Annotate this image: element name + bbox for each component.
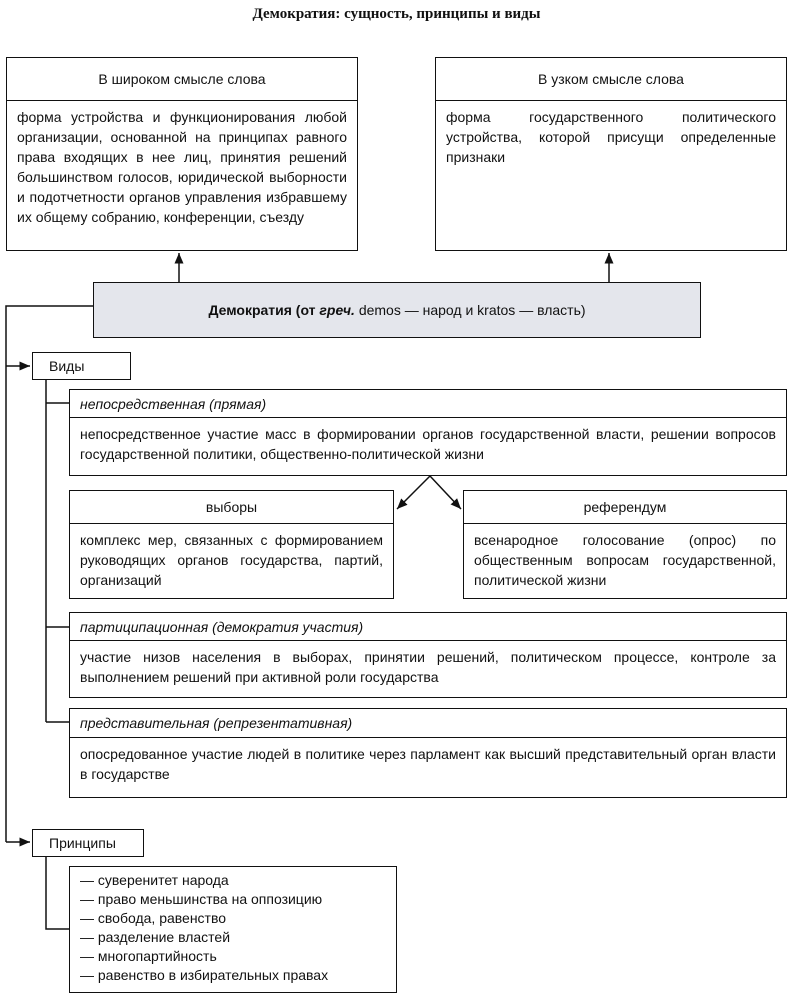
referendum-box [463, 490, 787, 599]
page-title: Демократия: сущность, принципы и виды [252, 6, 541, 22]
types-label: Виды [32, 352, 131, 380]
main-suffix: demos — народ и kratos — власть) [354, 302, 586, 318]
elections-box [69, 490, 394, 599]
representative-text: опосредованное участие людей в политике через парламент как высший представительный орган власти в государстве [80, 746, 776, 782]
narrow-text: форма государственного политического устройства, которой присущи определенные признаки [446, 109, 776, 165]
elections-text: комплекс мер, связанных с формированием руководящих органов государства, партий, организаций [80, 532, 383, 588]
participatory-box [69, 612, 787, 698]
elections-header: выборы [70, 491, 393, 524]
principle-item: — равенство в избирательных правах [80, 967, 329, 983]
main-greek: греч. [319, 302, 355, 318]
principle-item: — многопартийность [80, 948, 217, 964]
direct-header: непосредственная (прямая) [70, 390, 786, 418]
broad-text: форма устройства и функционирования любой организации, основанной на принципах равного права входящих в нее лиц, принятия решений большинством голосов, юридической выборности и подотчетности органов управления избравшему их общему собранию, конференции, съезду [17, 109, 347, 225]
referendum-header: референдум [464, 491, 786, 524]
broad-header: В широком смысле слова [7, 58, 357, 101]
participatory-text: участие низов населения в выборах, принятии решений, политическом процессе, контроле за выполнением решений при активной роли государства [80, 649, 776, 685]
principle-item: — право меньшинства на оппозицию [80, 891, 323, 907]
broad-meaning-box [6, 57, 358, 251]
direct-text: непосредственное участие масс в формировании органов государственной власти, решении вопросов государственной политики, общественно-политической жизни [80, 426, 776, 462]
narrow-header: В узком смысле слова [436, 58, 786, 101]
representative-header: представительная (репрезентативная) [70, 709, 786, 738]
democracy-definition-box [93, 282, 701, 338]
direct-box [69, 389, 787, 476]
narrow-meaning-box [435, 57, 787, 251]
principle-item: — суверенитет народа [80, 872, 229, 888]
representative-box [69, 708, 787, 798]
principles-label: Принципы [32, 829, 144, 857]
participatory-header: партиципационная (демократия участия) [70, 613, 786, 641]
principle-item: — свобода, равенство [80, 910, 227, 926]
principle-item: — разделение властей [80, 929, 231, 945]
referendum-text: всенародное голосование (опрос) по общественным вопросам государственной, политической жизни [474, 532, 776, 588]
main-prefix: Демократия (от [208, 302, 320, 318]
principles-box [69, 866, 397, 993]
